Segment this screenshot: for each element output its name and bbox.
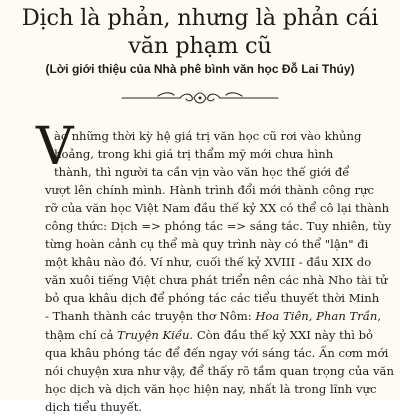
body-line-3: thành, thì người ta cần vịn vào văn học thế giới để: [54, 165, 350, 180]
body-line-11-text: - Thanh thành các truyện thơ Nôm:: [45, 309, 256, 324]
article-body: [45, 127, 394, 414]
body-line-11: [45, 307, 382, 325]
chapter-subtitle: (Lời giới thiệu của Nhà phê bình văn học Đỗ Lai Thúy): [45, 62, 355, 76]
body-line-12: [45, 326, 374, 344]
body-line-11-tail: ,: [377, 309, 382, 324]
chapter-title: [0, 4, 400, 60]
body-line-12-tail: . Còn đầu thế kỷ XXI này thì bỏ: [189, 327, 374, 342]
body-line-14: nói chuyện xưa như vậy, để thấy rõ tầm quan trọng của văn: [45, 363, 394, 378]
body-line-9: văn xuôi tiếng Việt chưa phát triển nên các nhà Nho tài tử: [45, 273, 388, 288]
ornament-divider-icon: [118, 90, 282, 106]
body-line-6: công thức: Dịch => phóng tác => sáng tác. Tuy nhiên, tùy: [45, 219, 392, 234]
body-line-13: qua khâu phóng tác để đến ngay với sáng tác. Ấn cơm mới: [45, 345, 389, 360]
body-line-1: ào những thời kỳ hệ giá trị văn học cũ rơi vào khủng: [54, 129, 362, 143]
chapter-title-line-2: văn phạm cũ: [128, 33, 272, 59]
body-line-15: học dịch và dịch văn học hiện nay, nhất là trong lĩnh vực: [45, 381, 377, 396]
body-line-16-cut-off: dịch tiểu thuyết.: [45, 399, 143, 414]
body-line-8: một khâu nào đó. Ví như, cuối thế kỷ XVIII - đầu XIX do: [45, 255, 372, 270]
body-line-12-text: thậm chí cả: [45, 327, 118, 342]
body-line-7: từng hoàn cảnh cụ thể mà quy trình này có thể "lận" đi: [45, 237, 369, 252]
chapter-title-line-1: Dịch là phản, nhưng là phản cái: [21, 5, 379, 31]
body-line-5: rỡ của văn học Việt Nam đầu thế kỷ XX có thể cô lại thành: [45, 201, 390, 216]
drop-cap: V: [36, 117, 74, 177]
italic-kieu-title: Truyện Kiều: [117, 327, 190, 342]
body-line-2: hoảng, trong khi giá trị thẩm mỹ mới chưa hình: [54, 147, 334, 162]
body-line-4: vượt lên chính mình. Hành trình đổi mới thành công rực: [45, 183, 375, 198]
body-line-10: bỏ qua khâu dịch để phóng tác các tiểu thuyết thời Minh: [45, 291, 380, 306]
italic-works-title: Hoa Tiên, Phan Trần: [255, 309, 378, 324]
